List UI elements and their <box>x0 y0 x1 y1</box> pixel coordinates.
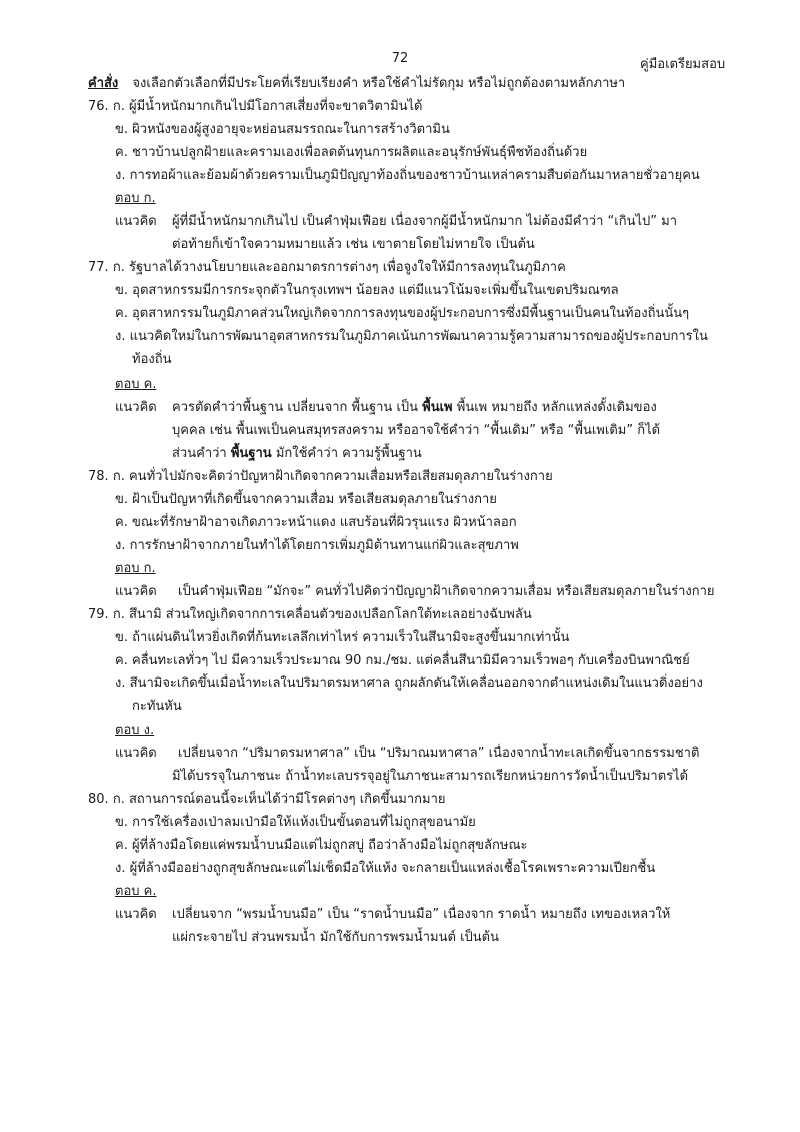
explanation-line: ผู้ที่มีน้ำหนักมากเกินไป เป็นคำฟุ่มเฟือย เนื่องจากผู้มีน้ำหนักมาก ไม่ต้องมีคำว่า “เกินไป” มา <box>172 214 678 229</box>
question-79: 79. ก. สึนามิ ส่วนใหญ่เกิดจากการเคลื่อนตัวของเปลือกโลกใต้ทะเลอย่างฉับพลัน <box>88 607 532 622</box>
question-78: 78. ก. คนทั่วไปมักจะคิดว่าปัญหาฝ้าเกิดจากความเสื่อมหรือเสียสมดุลภายในร่างกาย <box>88 469 553 484</box>
explanation-line: ควรตัดคำว่าพื้นฐาน เปลี่ยนจาก พื้นฐาน เป็น พื้นเพ พื้นเพ หมายถึง หลักแหล่งดั้งเดิมของ <box>172 400 657 415</box>
explanation-line: มิได้บรรจุในภาชนะ ถ้าน้ำทะเลบรรจุอยู่ในภาชนะสามารถเรียกหน่วยการวัดน้ำเป็นปริมาตรได้ <box>172 769 689 784</box>
explanation-label: แนวคิด <box>115 214 157 229</box>
explanation-label: แนวคิด <box>115 746 157 761</box>
answer: ตอบ ค. <box>115 377 157 392</box>
option: ค. อุตสาหกรรมในภูมิภาคส่วนใหญ่เกิดจากการลงทุนของผู้ประกอบการซึ่งมีพื้นฐานเป็นคนในท้องถิ่นนั้นๆ <box>115 306 690 321</box>
question-76: 76. ก. ผู้มีน้ำหนักมากเกินไปมีโอกาสเสี่ยงที่จะขาดวิตามินได้ <box>88 99 423 114</box>
option: ค. ขณะที่รักษาฝ้าอาจเกิดภาวะหน้าแดง แสบร้อนที่ผิวรุนแรง ผิวหน้าลอก <box>115 515 517 530</box>
answer: ตอบ ก. <box>115 561 156 576</box>
option: ค. ชาวบ้านปลูกฝ้ายและครามเองเพื่อลดต้นทุนการผลิตและอนุรักษ์พันธุ์พืชท้องถิ่นด้วย <box>115 145 588 160</box>
explanation-line: ต่อท้ายก็เข้าใจความหมายแล้ว เช่น เขาตายโดยไม่หายใจ เป็นต้น <box>172 237 535 252</box>
option: ง. การรักษาฝ้าจากภายในทำได้โดยการเพิ่มภูมิต้านทานแก่ผิวและสุขภาพ <box>115 538 519 553</box>
instruction-text: จงเลือกตัวเลือกที่มีประโยคที่เรียบเรียงคำ หรือใช้คำไม่รัดกุม หรือไม่ถูกต้องตามหลักภาษา <box>132 76 626 91</box>
explanation-label: แนวคิด <box>115 907 157 922</box>
option: ข. ผิวหนังของผู้สูงอายุจะหย่อนสมรรถณะในการสร้างวิตามิน <box>115 122 450 137</box>
option: ง. ผู้ที่ล้างมืออย่างถูกสุขลักษณะแต่ไม่เช็ดมือให้แห้ง จะกลายเป็นแหล่งเชื้อโรคเพราะความเปียกชื้น <box>115 861 656 876</box>
option: ข. ฝ้าเป็นปัญหาที่เกิดขึ้นจากความเสื่อม หรือเสียสมดุลภายในร่างกาย <box>115 492 497 507</box>
instruction-label: คำสั่ง <box>88 76 119 91</box>
explanation-line: ส่วนคำว่า พื้นฐาน มักใช้คำว่า ความรู้พื้นฐาน <box>172 446 422 461</box>
answer: ตอบ ก. <box>115 191 156 206</box>
option: ข. ถ้าแผ่นดินไหวยิ่งเกิดที่ก้นทะเลลึกเท่าไหร่ ความเร็วในสึนามิจะสูงขึ้นมากเท่านั้น <box>115 630 570 645</box>
question-80: 80. ก. สถานการณ์ตอนนี้จะเห็นได้ว่ามีโรคต่างๆ เกิดขึ้นมากมาย <box>88 792 446 807</box>
book-title: คู่มือเตรียมสอบ <box>640 57 726 72</box>
explanation-line: เป็นคำฟุ่มเฟือย “มักจะ” คนทั่วไปคิดว่าปัญญาฝ้าเกิดจากความเสื่อม หรือเสียสมดุลภายในร่างกาย <box>178 584 715 599</box>
explanation-label: แนวคิด <box>115 584 157 599</box>
option: ง. แนวคิดใหม่ในการพัฒนาอุตสาหกรรมในภูมิภาคเน้นการพัฒนาความรู้ความสามารถของผู้ประกอบการใน <box>115 329 708 344</box>
question-77: 77. ก. รัฐบาลได้วางนโยบายและออกมาตรการต่างๆ เพื่อจูงใจให้มีการลงทุนในภูมิภาค <box>88 260 566 275</box>
option: ง. สึนามิจะเกิดขึ้นเมื่อน้ำทะเลในปริมาตรมหาศาล ถูกผลักดันให้เคลื่อนออกจากตำแหน่งเดิมในแนวดิ่งอย่าง <box>115 676 703 691</box>
answer: ตอบ ค. <box>115 884 157 899</box>
explanation-line: บุคคล เช่น พื้นเพเป็นคนสมุทรสงคราม หรืออาจใช้คำว่า “พื้นเดิม” หรือ “พื้นเพเดิม” ก็ได้ <box>172 423 661 438</box>
option: ค. คลื่นทะเลทั่วๆ ไป มีความเร็วประมาณ 90 กม./ชม. แต่คลื่นสึนามิมีความเร็วพอๆ กับเครื่องบินพาณิชย์ <box>115 653 690 668</box>
option: ค. ผู้ที่ล้างมือโดยแค่พรมน้ำบนมือแต่ไม่ถูกสบู่ ถือว่าล้างมือไม่ถูกสุขลักษณะ <box>115 838 528 853</box>
option-continuation: ท้องถิ่น <box>132 352 172 367</box>
explanation-line: แผ่กระจายไป ส่วนพรมน้ำ มักใช้กับการพรมน้ำมนต์ เป็นต้น <box>172 930 499 945</box>
option: ข. อุตสาหกรรมมีการกระจุกตัวในกรุงเทพฯ น้อยลง แต่มีแนวโน้มจะเพิ่มขึ้นในเขตปริมณฑล <box>115 283 619 298</box>
option-continuation: กะทันหัน <box>132 699 182 714</box>
explanation-label: แนวคิด <box>115 400 157 415</box>
explanation-line: เปลี่ยนจาก “ปริมาตรมหาศาล” เป็น “ปริมาณมหาศาล” เนื่องจากน้ำทะเลเกิดขึ้นจากธรรมชาติ <box>178 746 700 761</box>
option: ง. การทอผ้าและย้อมผ้าด้วยครามเป็นภูมิปัญญาท้องถิ่นของชาวบ้านเหล่าครามสืบต่อกันมาหลายชั่วอายุคน <box>115 168 700 183</box>
option: ข. การใช้เครื่องเป่าลมเป่ามือให้แห้งเป็นขั้นตอนที่ไม่ถูกสุขอนามัย <box>115 815 476 830</box>
explanation-line: เปลี่ยนจาก “พรมน้ำบนมือ” เป็น “ราดน้ำบนมือ” เนื่องจาก ราดน้ำ หมายถึง เทของเหลวให้ <box>172 907 671 922</box>
page-number: 72 <box>391 51 409 66</box>
answer: ตอบ ง. <box>115 723 155 738</box>
